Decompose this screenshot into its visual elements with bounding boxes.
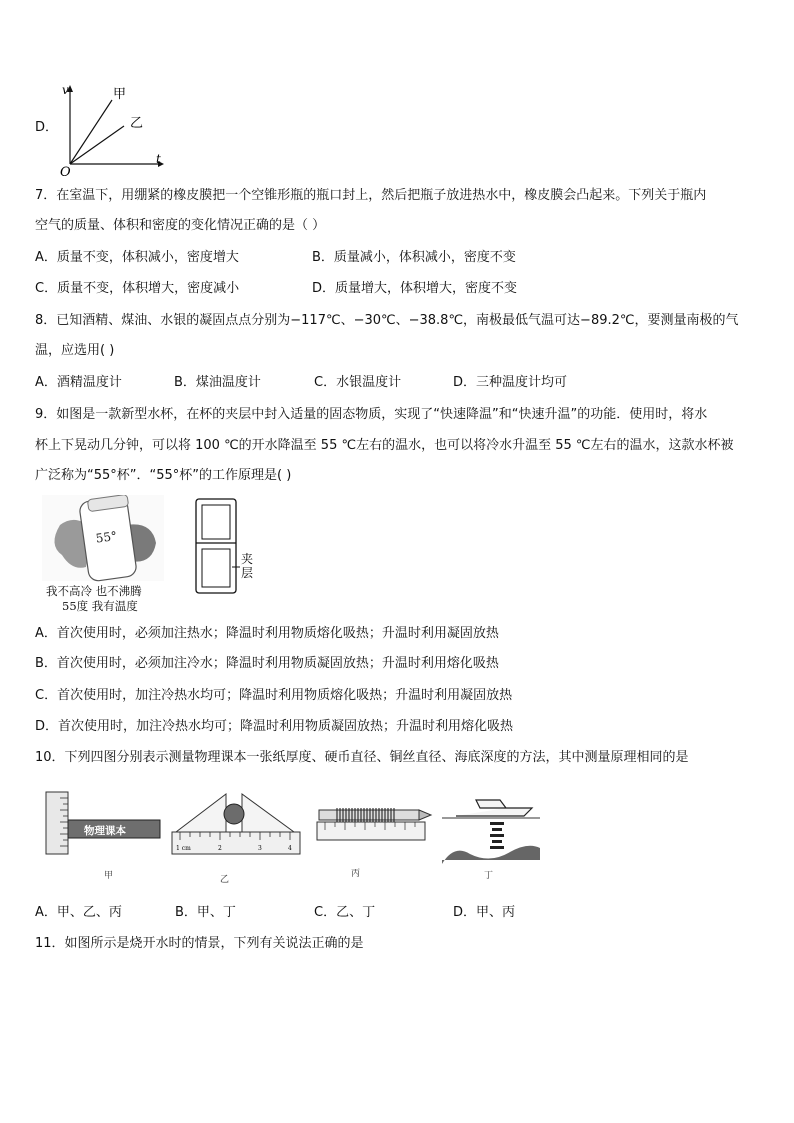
- origin-label: O: [60, 165, 71, 177]
- caption-ding: 丁: [484, 871, 494, 881]
- caption-jia: 甲: [104, 871, 114, 881]
- yi-label: 乙: [130, 116, 144, 131]
- book-label: 物理课本: [84, 825, 126, 837]
- line-jia: [70, 100, 112, 164]
- velocity-time-graph: [58, 82, 168, 177]
- photo-caption-line1: 我不高冷 也不沸腾: [46, 584, 142, 598]
- jia-label: 甲: [113, 87, 127, 102]
- q10-option-c[interactable]: C．乙、丁: [314, 905, 376, 920]
- q10-option-a[interactable]: A．甲、乙、丙: [35, 905, 122, 920]
- q9-stem-line1: 9．如图是一款新型水杯，在杯的夹层中封入适量的固态物质，实现了“快速降温”和“快速升温”的功能．使用时，将水: [35, 407, 708, 422]
- figure-bing-wire-diameter: [315, 800, 435, 882]
- q11-stem: 11．如图所示是烧开水时的情景，下列有关说法正确的是: [35, 936, 364, 951]
- caption-yi: 乙: [220, 875, 230, 885]
- vertical-ruler: [46, 792, 68, 854]
- q8-stem-line2: 温，应选用( ): [35, 343, 115, 358]
- ruler-tick-4: 4: [288, 845, 292, 852]
- q9-option-c[interactable]: C．首次使用时，加注冷热水均可；降温时利用物质熔化吸热；升温时利用凝固放热: [35, 688, 513, 703]
- layer-label-2: 层: [241, 566, 254, 580]
- q8-option-c[interactable]: C．水银温度计: [314, 375, 402, 390]
- cup-mark: 55°: [94, 528, 118, 546]
- q8-option-a[interactable]: A．酒精温度计: [35, 375, 122, 390]
- q8-option-d[interactable]: D．三种温度计均可: [453, 375, 568, 390]
- figure-yi-coin-diameter: [170, 786, 305, 886]
- q7-option-b[interactable]: B．质量减小，体积减小，密度不变: [312, 250, 516, 265]
- q7-option-d[interactable]: D．质量增大，体积增大，密度不变: [312, 281, 518, 296]
- q10-option-d[interactable]: D．甲、丙: [453, 905, 516, 920]
- ship: [456, 800, 532, 816]
- caption-bing: 丙: [351, 869, 361, 879]
- q8-option-b[interactable]: B．煤油温度计: [174, 375, 261, 390]
- ruler-tick-1: 1 cm: [176, 845, 191, 852]
- q7-stem-line2: 空气的质量、体积和密度的变化情况正确的是（ ）: [35, 218, 326, 233]
- q9-stem-line2: 杯上下晃动几分钟，可以将 100 ℃的开水降温至 55 ℃左右的温水，也可以将冷水升温至 55 ℃左右的温水，这款水杯被: [35, 438, 734, 453]
- cup-upper-chamber: [202, 505, 230, 539]
- v-axis-label: v: [62, 83, 69, 97]
- t-axis-label: t: [156, 152, 161, 166]
- pencil-body: [319, 810, 419, 820]
- figure-ding-sea-depth: [440, 790, 542, 882]
- q9-option-d[interactable]: D．首次使用时，加注冷热水均可；降温时利用物质凝固放热；升温时利用熔化吸热: [35, 719, 514, 734]
- cup-inner-wall: [202, 549, 230, 587]
- triangle-left: [176, 794, 226, 832]
- q10-stem: 10．下列四图分别表示测量物理课本一张纸厚度、硬币直径、铜丝直径、海底深度的方法，其中测量原理相同的是: [35, 750, 689, 765]
- photo-caption-line2: 55度 我有温度: [62, 599, 138, 613]
- cup-photo: [42, 495, 164, 613]
- option-d-label: D．: [35, 120, 59, 135]
- ruler-bing: [317, 822, 425, 840]
- horizontal-ruler: [172, 832, 300, 854]
- layer-label-1: 夹: [241, 552, 254, 566]
- q9-stem-line3: 广泛称为“55°杯”．“55°杯”的工作原理是( ): [35, 468, 292, 483]
- ruler-tick-2: 2: [218, 845, 222, 852]
- q9-option-b[interactable]: B．首次使用时，必须加注冷水；降温时利用物质凝固放热；升温时利用熔化吸热: [35, 656, 499, 671]
- q8-stem-line1: 8．已知酒精、煤油、水银的凝固点点分别为−117℃、−30℃、−38.8℃，南极最低气温可达−89.2℃，要测量南极的气: [35, 313, 739, 328]
- cup-cross-section: [186, 495, 266, 600]
- sonar-waves: [490, 822, 504, 849]
- triangle-right: [242, 794, 294, 832]
- figure-jia-book-thickness: [44, 790, 174, 882]
- q7-option-c[interactable]: C．质量不变，体积增大，密度减小: [35, 281, 240, 296]
- q7-option-a[interactable]: A．质量不变，体积减小，密度增大: [35, 250, 239, 265]
- q9-option-a[interactable]: A．首次使用时，必须加注热水；降温时利用物质熔化吸热；升温时利用凝固放热: [35, 626, 499, 641]
- coin: [224, 804, 244, 824]
- q7-stem-line1: 7．在室温下，用绷紧的橡皮膜把一个空锥形瓶的瓶口封上，然后把瓶子放进热水中，橡皮膜会凸起来。下列关于瓶内: [35, 188, 707, 203]
- line-yi: [70, 126, 124, 164]
- q10-option-b[interactable]: B．甲、丁: [175, 905, 236, 920]
- pencil-tip: [419, 810, 431, 820]
- ruler-tick-3: 3: [258, 845, 262, 852]
